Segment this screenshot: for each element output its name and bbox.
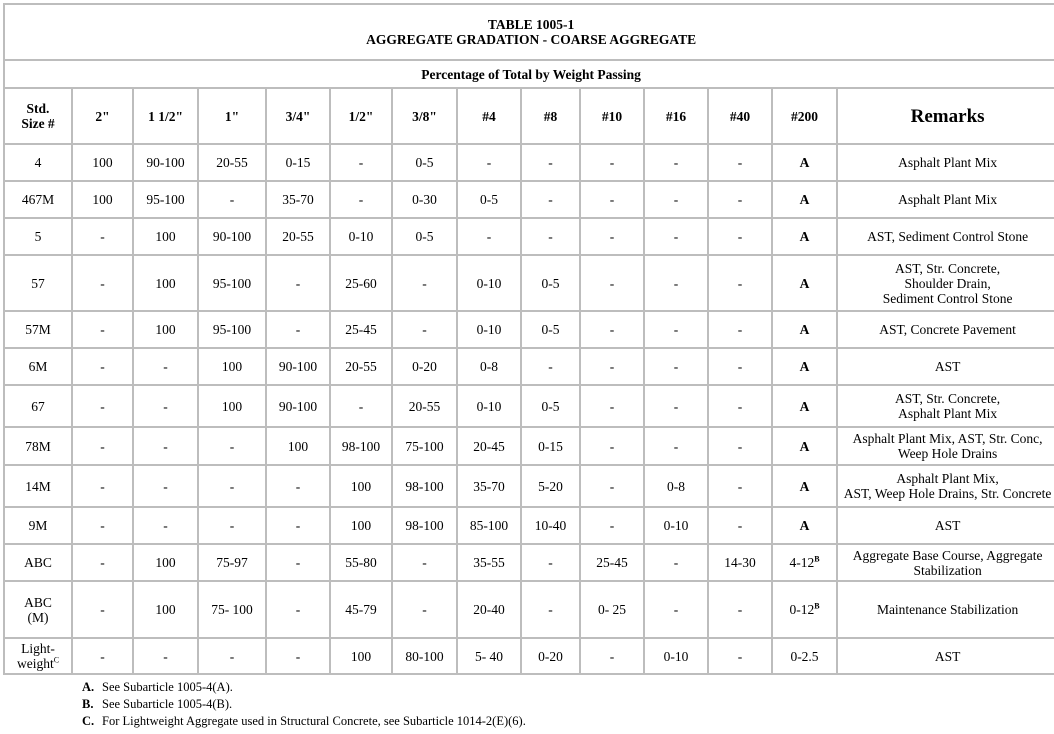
gradation-table (3, 3, 1054, 675)
value-cell: - (266, 311, 330, 348)
table-row (4, 544, 1054, 581)
header-sieve: #4 (457, 88, 521, 144)
value-cell: 55-80 (330, 544, 392, 581)
value-cell: - (708, 311, 772, 348)
header-sieve: #16 (644, 88, 708, 144)
value-cell: - (644, 348, 708, 385)
value-cell: - (708, 465, 772, 507)
remarks-cell: Maintenance Stabilization (837, 581, 1054, 638)
value-cell: 100 (266, 427, 330, 465)
value-cell: - (580, 385, 644, 427)
value-cell: 0-5 (521, 255, 580, 311)
value-cell: - (133, 385, 198, 427)
value-cell: 95-100 (198, 255, 266, 311)
remarks-cell: AST, Sediment Control Stone (837, 218, 1054, 255)
value-cell: 25-45 (330, 311, 392, 348)
value-cell: - (457, 144, 521, 181)
value-cell: 100 (330, 465, 392, 507)
value-cell: - (72, 218, 133, 255)
remarks-cell: AST, Str. Concrete, Shoulder Drain, Sediment Control Stone (837, 255, 1054, 311)
value-cell: 0-10 (457, 311, 521, 348)
value-cell: - (133, 348, 198, 385)
value-cell: - (644, 427, 708, 465)
value-cell: 100 (133, 581, 198, 638)
value-cell: 100 (72, 144, 133, 181)
value-cell: - (72, 507, 133, 544)
value-cell: - (644, 144, 708, 181)
header-remarks: Remarks (837, 88, 1054, 144)
value-cell: - (580, 218, 644, 255)
value-cell: A (772, 427, 837, 465)
value-cell: - (708, 427, 772, 465)
remarks-cell: AST (837, 507, 1054, 544)
table-row (4, 144, 1054, 181)
value-cell: - (644, 385, 708, 427)
table-title-line2: AGGREGATE GRADATION - COARSE AGGREGATE (366, 32, 697, 47)
value-cell: - (72, 638, 133, 674)
value-cell: 0-20 (392, 348, 457, 385)
value-cell: 100 (133, 255, 198, 311)
value-cell: - (644, 255, 708, 311)
value-cell: - (521, 181, 580, 218)
value-cell: - (708, 218, 772, 255)
size-cell: 467M (4, 181, 72, 218)
value-cell: - (133, 638, 198, 674)
value-cell: 95-100 (198, 311, 266, 348)
size-cell: 78M (4, 427, 72, 465)
value-cell: 0-10 (457, 255, 521, 311)
value-cell: - (708, 255, 772, 311)
value-cell: - (266, 465, 330, 507)
value-cell: 0-5 (392, 144, 457, 181)
value-cell: 0-15 (521, 427, 580, 465)
size-cell: 9M (4, 507, 72, 544)
value-cell: 0- 25 (580, 581, 644, 638)
value-cell: - (266, 544, 330, 581)
value-cell: 10-40 (521, 507, 580, 544)
table-title (4, 4, 1054, 60)
value-cell: 20-45 (457, 427, 521, 465)
value-cell: - (72, 311, 133, 348)
value-cell: 98-100 (330, 427, 392, 465)
value-cell: 35-70 (266, 181, 330, 218)
value-cell: 100 (133, 544, 198, 581)
remarks-cell: AST (837, 638, 1054, 674)
footnote (82, 696, 526, 713)
value-cell: - (266, 255, 330, 311)
size-cell: 14M (4, 465, 72, 507)
value-cell: - (708, 507, 772, 544)
table-row (4, 311, 1054, 348)
value-cell: 0-10 (644, 638, 708, 674)
value-cell: - (198, 427, 266, 465)
footnote-letter: C. (82, 714, 95, 728)
value-cell: - (198, 181, 266, 218)
value-cell: - (392, 311, 457, 348)
header-sieve: 1/2" (330, 88, 392, 144)
value-cell: 85-100 (457, 507, 521, 544)
value-cell: 20-55 (330, 348, 392, 385)
value-cell: 20-55 (198, 144, 266, 181)
value-cell: 75-97 (198, 544, 266, 581)
value-cell: A (772, 181, 837, 218)
value-cell: - (266, 638, 330, 674)
value-cell: - (580, 311, 644, 348)
value-cell: 80-100 (392, 638, 457, 674)
value-cell: - (644, 544, 708, 581)
size-cell: Light- weight$^C$ (4, 638, 72, 674)
value-cell: 90-100 (133, 144, 198, 181)
value-cell: 100 (330, 638, 392, 674)
table-row (4, 348, 1054, 385)
value-cell: 95-100 (133, 181, 198, 218)
value-cell: - (644, 581, 708, 638)
value-cell: - (392, 581, 457, 638)
value-cell: - (198, 638, 266, 674)
value-cell: - (72, 348, 133, 385)
value-cell: - (133, 427, 198, 465)
value-cell: 90-100 (266, 385, 330, 427)
value-cell: 90-100 (198, 218, 266, 255)
value-cell: - (580, 348, 644, 385)
value-cell: 0-10 (330, 218, 392, 255)
value-cell: A (772, 348, 837, 385)
header-sieve: #40 (708, 88, 772, 144)
header-sieve: 2" (72, 88, 133, 144)
value-cell: 0-5 (521, 385, 580, 427)
value-cell: 0-15 (266, 144, 330, 181)
header-sieve: 3/4" (266, 88, 330, 144)
value-cell: - (266, 507, 330, 544)
value-cell: A (772, 255, 837, 311)
value-cell: - (708, 638, 772, 674)
value-cell: - (72, 581, 133, 638)
header-sieve: #8 (521, 88, 580, 144)
value-cell: - (457, 218, 521, 255)
value-cell: 25-60 (330, 255, 392, 311)
remarks-cell: AST, Str. Concrete, Asphalt Plant Mix (837, 385, 1054, 427)
value-cell: 90-100 (266, 348, 330, 385)
value-cell: - (708, 144, 772, 181)
footnotes (82, 679, 526, 730)
value-cell: - (72, 465, 133, 507)
table-row (4, 581, 1054, 638)
footnote-letter: B. (82, 697, 94, 711)
value-cell: A (772, 465, 837, 507)
value-cell: - (521, 348, 580, 385)
footnote-text: For Lightweight Aggregate used in Structural Concrete, see Subarticle 1014-2(E)(6). (102, 714, 526, 728)
value-cell: 100 (330, 507, 392, 544)
value-cell: 5- 40 (457, 638, 521, 674)
value-cell: - (266, 581, 330, 638)
value-cell: 0-10 (457, 385, 521, 427)
value-cell: A (772, 507, 837, 544)
value-cell: - (198, 507, 266, 544)
value-cell: A (772, 218, 837, 255)
value-cell: 75-100 (392, 427, 457, 465)
value-cell: 100 (133, 218, 198, 255)
table-subtitle: Percentage of Total by Weight Passing (4, 60, 1054, 88)
remarks-cell: Asphalt Plant Mix (837, 181, 1054, 218)
value-cell: 100 (72, 181, 133, 218)
value-cell: - (198, 465, 266, 507)
header-row (4, 88, 1054, 144)
header-sieve: #200 (772, 88, 837, 144)
footnote (82, 713, 526, 730)
value-cell: 100 (198, 385, 266, 427)
value-cell: 25-45 (580, 544, 644, 581)
header-sieve: 3/8" (392, 88, 457, 144)
value-cell: 35-55 (457, 544, 521, 581)
footnote-text: See Subarticle 1005-4(A). (102, 680, 233, 694)
size-cell: 67 (4, 385, 72, 427)
value-cell: - (580, 255, 644, 311)
table-row (4, 507, 1054, 544)
value-cell: - (330, 181, 392, 218)
value-cell: - (521, 544, 580, 581)
value-cell: - (521, 218, 580, 255)
value-cell: - (521, 144, 580, 181)
value-cell: - (330, 385, 392, 427)
gradation-table-wrapper (3, 3, 1052, 675)
remarks-cell: Aggregate Base Course, Aggregate Stabilization (837, 544, 1054, 581)
value-cell: 98-100 (392, 507, 457, 544)
value-cell: 0-30 (392, 181, 457, 218)
value-cell: - (72, 544, 133, 581)
value-cell: - (521, 581, 580, 638)
value-cell: A (772, 311, 837, 348)
size-cell: 57 (4, 255, 72, 311)
table-row (4, 181, 1054, 218)
header-sieve: 1" (198, 88, 266, 144)
value-cell: - (392, 255, 457, 311)
value-cell: - (708, 581, 772, 638)
value-cell: 100 (198, 348, 266, 385)
value-cell: 0-8 (644, 465, 708, 507)
value-cell: - (72, 385, 133, 427)
value-cell: 0-20 (521, 638, 580, 674)
value-cell: 0-10 (644, 507, 708, 544)
value-cell: - (708, 181, 772, 218)
value-cell: - (133, 507, 198, 544)
value-cell: - (392, 544, 457, 581)
table-row (4, 638, 1054, 674)
value-cell: 35-70 (457, 465, 521, 507)
value-cell: 0-5 (457, 181, 521, 218)
value-cell: - (330, 144, 392, 181)
header-std-size: Std. Size # (4, 88, 72, 144)
value-cell: A (772, 385, 837, 427)
value-cell: 98-100 (392, 465, 457, 507)
header-sieve: 1 1/2" (133, 88, 198, 144)
size-cell: ABC (4, 544, 72, 581)
value-cell: 0-5 (392, 218, 457, 255)
value-cell: - (580, 465, 644, 507)
value-cell: A (772, 144, 837, 181)
value-cell: 75- 100 (198, 581, 266, 638)
value-cell: 14-30 (708, 544, 772, 581)
value-cell: - (708, 348, 772, 385)
table-row (4, 427, 1054, 465)
value-cell: $0-12^B$ (772, 581, 837, 638)
value-cell: - (580, 427, 644, 465)
value-cell: - (72, 427, 133, 465)
value-cell: - (580, 181, 644, 218)
table-row (4, 255, 1054, 311)
value-cell: - (708, 385, 772, 427)
size-cell: ABC (M) (4, 581, 72, 638)
header-sieve: #10 (580, 88, 644, 144)
value-cell: - (580, 638, 644, 674)
remarks-cell: Asphalt Plant Mix, AST, Weep Hole Drains, Str. Concrete (837, 465, 1054, 507)
value-cell: $4-12^B$ (772, 544, 837, 581)
table-title-line1: TABLE 1005-1 (487, 17, 575, 32)
remarks-cell: AST (837, 348, 1054, 385)
value-cell: 0-8 (457, 348, 521, 385)
remarks-cell: AST, Concrete Pavement (837, 311, 1054, 348)
value-cell: - (644, 218, 708, 255)
value-cell: 0-2.5 (772, 638, 837, 674)
value-cell: 20-55 (266, 218, 330, 255)
footnote-text: See Subarticle 1005-4(B). (102, 697, 233, 711)
table-row (4, 465, 1054, 507)
value-cell: 100 (133, 311, 198, 348)
value-cell: - (133, 465, 198, 507)
size-cell: 5 (4, 218, 72, 255)
value-cell: 20-55 (392, 385, 457, 427)
footnote-letter: A. (82, 680, 95, 694)
size-cell: 4 (4, 144, 72, 181)
value-cell: - (644, 181, 708, 218)
size-cell: 57M (4, 311, 72, 348)
footnote (82, 679, 526, 696)
remarks-cell: Asphalt Plant Mix, AST, Str. Conc, Weep Hole Drains (837, 427, 1054, 465)
value-cell: 5-20 (521, 465, 580, 507)
value-cell: 45-79 (330, 581, 392, 638)
remarks-cell: Asphalt Plant Mix (837, 144, 1054, 181)
table-row (4, 385, 1054, 427)
value-cell: 20-40 (457, 581, 521, 638)
value-cell: - (580, 507, 644, 544)
value-cell: 0-5 (521, 311, 580, 348)
table-row (4, 218, 1054, 255)
value-cell: - (644, 311, 708, 348)
size-cell: 6M (4, 348, 72, 385)
value-cell: - (580, 144, 644, 181)
value-cell: - (72, 255, 133, 311)
